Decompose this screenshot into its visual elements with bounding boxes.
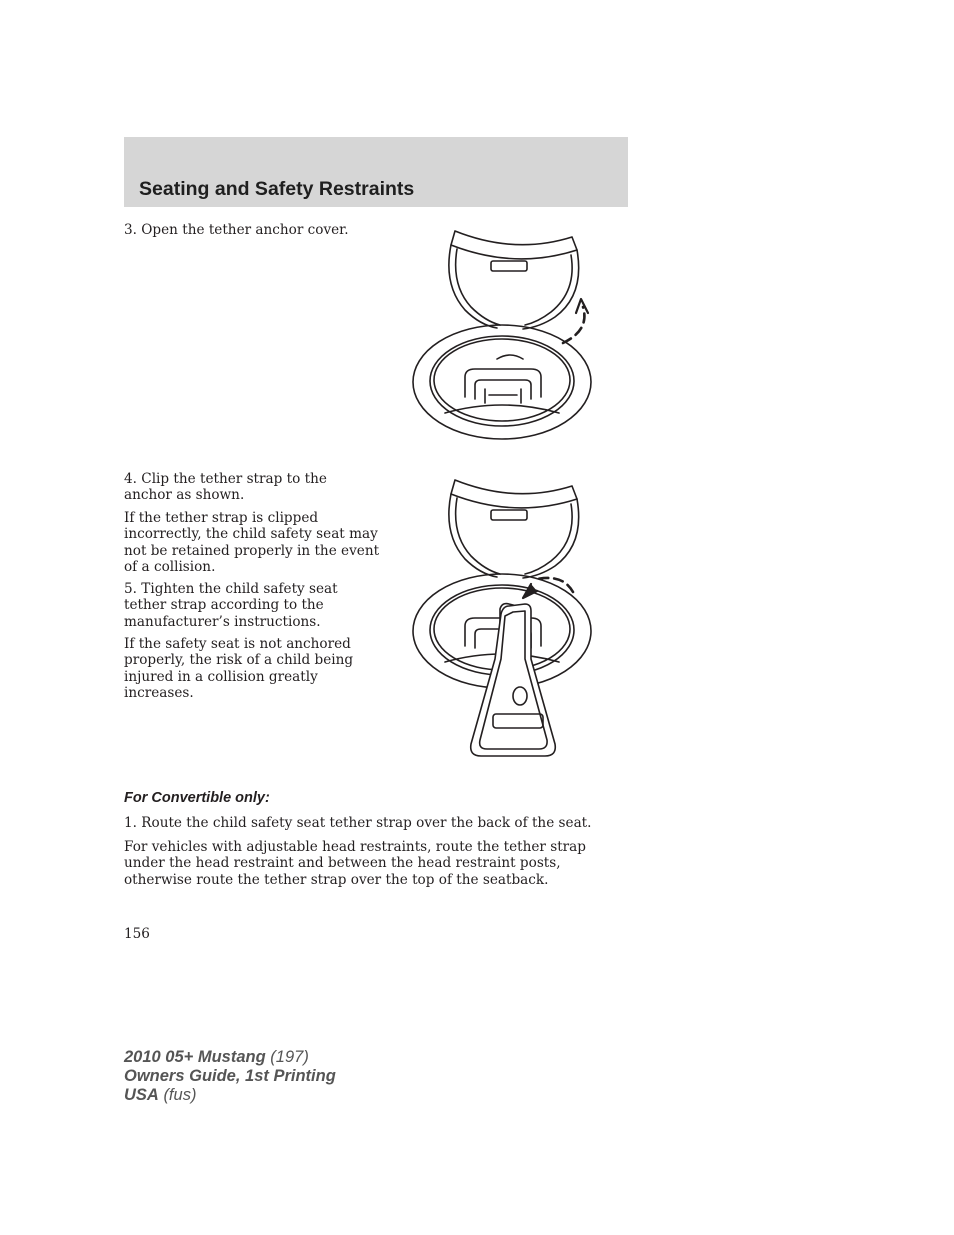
step-5-text: 5. Tighten the child safety seat tether strap according to the manufacturer’s instructions. (124, 581, 338, 630)
convertible-note: For vehicles with adjustable head restraints, route the tether strap under the head restraint and between the head restraint posts, otherwise route the tether strap over the top of the seatback. (124, 839, 586, 888)
tether-anchor-cover-open-illustration (405, 225, 600, 450)
page-number: 156 (124, 926, 150, 942)
convertible-step-1: 1. Route the child safety seat tether strap over the back of the seat. (124, 815, 592, 831)
footer-guide: Owners Guide, 1st Printing (124, 1067, 336, 1085)
footer-line-3 (124, 1086, 336, 1105)
section-title: Seating and Safety Restraints (139, 178, 415, 200)
footer-line-2 (124, 1067, 336, 1086)
section-header-band (124, 137, 628, 207)
step-4-text: 4. Clip the tether strap to the anchor as shown. (124, 471, 327, 504)
convertible-heading: For Convertible only: (124, 790, 270, 806)
document-footer (124, 1048, 336, 1105)
footer-market-code: (fus) (163, 1086, 197, 1104)
footer-model: 2010 05+ Mustang (124, 1048, 266, 1066)
tether-hook (471, 604, 556, 756)
footer-line-1 (124, 1048, 336, 1067)
tether-strap-clipped-illustration (405, 474, 600, 769)
footer-market: USA (124, 1086, 159, 1104)
anchor-cover-lid (449, 231, 579, 329)
step-3-text: 3. Open the tether anchor cover. (124, 222, 349, 238)
anchor-bar (445, 369, 559, 413)
note-anchor-risk: If the safety seat is not anchored properly, the risk of a child being injured in a collision greatly increases. (124, 636, 354, 702)
note-incorrect-clip: If the tether strap is clipped incorrectly, the child safety seat may not be retained properly in the event of a collision. (124, 510, 380, 576)
anchor-cover-lid (449, 480, 579, 578)
footer-model-code: (197) (270, 1048, 309, 1066)
